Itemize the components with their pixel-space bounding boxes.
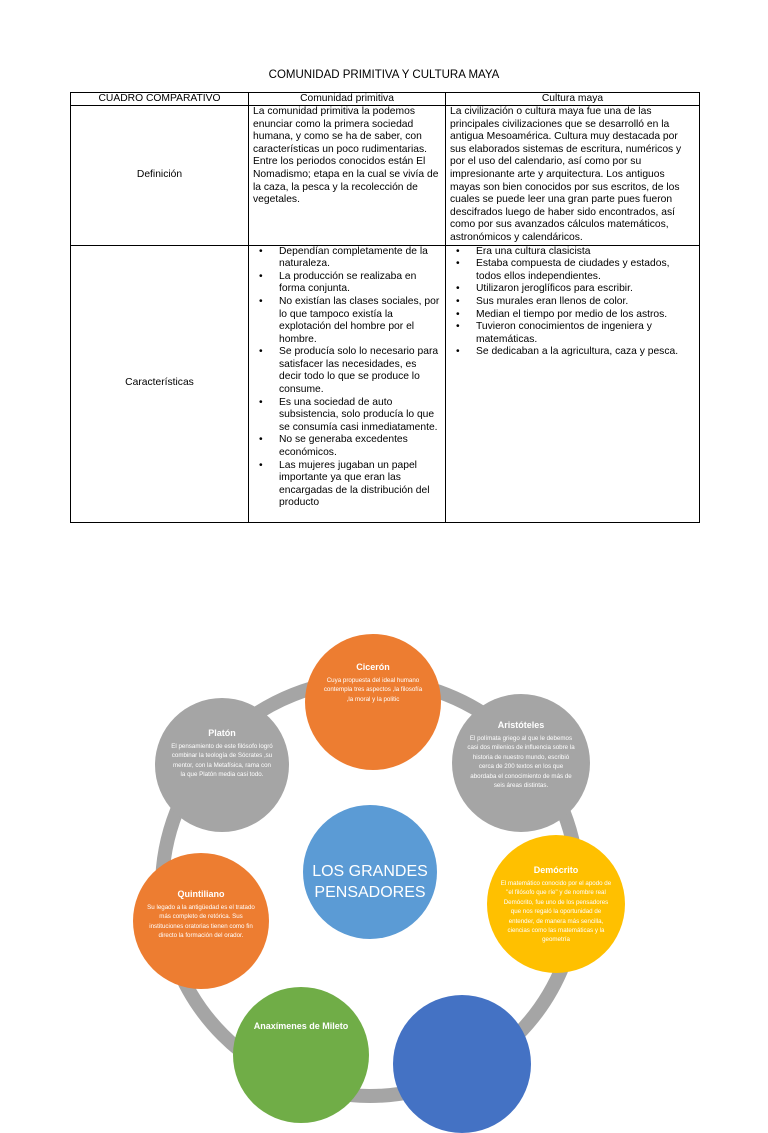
list-item: • Se producía solo lo necesario para satisfacer las necesidades, es decir todo lo que se produce lo consume.: [279, 346, 441, 396]
list-item: • No existían las clases sociales, por lo que tampoco existía la explotación del hombre por el hombre.: [279, 296, 441, 346]
center-node: [303, 805, 437, 939]
node-text: Su legado a la antigüedad es el tratado más completo de retórica. Sus instituciones oratorias tienen como fin directo la formación del orador.: [147, 904, 255, 940]
node-ciceron: [305, 634, 441, 770]
primitiva-bullet-list: [253, 246, 441, 510]
node-democrito: [487, 835, 625, 973]
thinkers-cycle-diagram: [0, 600, 768, 1031]
list-item: • Sus murales eran llenos de color.: [476, 296, 695, 309]
node-title: Quintiliano: [177, 889, 225, 899]
node-text: El matemático conocido por el apodo de "el filósofo que ríe" y de nombre real Demócrito, fue uno de los pensadores que nos regaló la oportunidad de entender, de manera más sencilla, ciencias como las matemáticas y la geometría: [500, 880, 612, 944]
list-item: • Estaba compuesta de ciudades y estados, todos ellos independientes.: [476, 258, 695, 283]
list-item: • Dependían completamente de la naturaleza.: [279, 246, 441, 271]
node-text: Cuya propuesta del ideal humano contempla tres aspectos ,la filosofía ,la moral y la politic: [323, 677, 423, 703]
node-aristoteles: [452, 694, 590, 832]
caracteristicas-maya: [446, 245, 700, 522]
document-title: COMUNIDAD PRIMITIVA Y CULTURA MAYA: [268, 69, 500, 81]
node-platon: [155, 698, 289, 832]
list-item: • Es una sociedad de auto subsistencia, solo producía lo que se consumía casi inmediatamente.: [279, 397, 441, 435]
node-title: Cicerón: [356, 662, 390, 672]
row-label-definicion: Definición: [71, 106, 249, 246]
list-item: • Era una cultura clasicista: [476, 246, 695, 259]
header-maya: Cultura maya: [446, 93, 700, 106]
list-item: • Utilizaron jeroglíficos para escribir.: [476, 283, 695, 296]
list-item: • La producción se realizaba en forma conjunta.: [279, 271, 441, 296]
header-primitiva: Comunidad primitiva: [249, 93, 446, 106]
node-anaximenes: [233, 987, 369, 1123]
node-title: Anaxímenes de Mileto: [253, 1021, 349, 1031]
list-item: • Las mujeres jugaban un papel importante ya que eran las encargadas de la distribución del producto: [279, 460, 441, 510]
table-row: [71, 245, 700, 522]
list-item: • Median el tiempo por medio de los astros.: [476, 309, 695, 322]
definicion-primitiva: La comunidad primitiva la podemos enunciar como la primera sociedad humana, y como se ha de saber, con características un poco rudimentarias. Entre los periodos conocidos están El Nomadismo; etapa en la cual se vivía de la caza, la pesca y la recolección de vegetales.: [249, 106, 446, 246]
list-item: • Se dedicaban a la agricultura, caza y pesca.: [476, 346, 695, 359]
table-row: [71, 106, 700, 246]
comparison-table: [70, 92, 700, 523]
node-title: Platón: [208, 728, 236, 738]
definicion-maya: La civilización o cultura maya fue una de las principales civilizaciones que se desarrolló en la antigua Mesoamérica. Cultura muy destacada por sus elaborados sistemas de escritura, numéricos y por el uso del calendario, así como por su impresionante arte y arquitectura. Los antiguos mayas son bien conocidos por sus escritos, de los cuales se puede leer una gran parte pues fueron descifrados luego de haber sido encontrados, así como por sus avanzados cálculos matemáticos, astronómicos y calendáricos.: [446, 106, 700, 246]
maya-bullet-list: [450, 246, 695, 359]
center-title: LOS GRANDES PENSADORES: [312, 863, 428, 901]
node-title: Aristóteles: [497, 720, 545, 730]
node-title: Demócrito: [533, 865, 579, 875]
list-item: • Tuvieron conocimientos de ingeniera y matemáticas.: [476, 321, 695, 346]
node-blue-partial: [393, 995, 531, 1133]
node-text: El pensamiento de este filósofo logró combinar la teología de Sócrates ,su mentor, con la Metafísica, rama con la que Platón media casi todo.: [171, 743, 273, 779]
node-text: El polímata griego al que le debemos casi dos milenios de influencia sobre la historia de nuestro mundo, escribió cerca de 200 textos en los que abordaba el conocimiento de más de seis áreas distintas.: [467, 735, 575, 790]
row-label-caracteristicas: Características: [71, 245, 249, 522]
header-cuadro: CUADRO COMPARATIVO: [71, 93, 249, 106]
list-item: • No se generaba excedentes económicos.: [279, 434, 441, 459]
table-header-row: [71, 93, 700, 106]
node-quintiliano: [133, 853, 269, 989]
caracteristicas-primitiva: [249, 245, 446, 522]
